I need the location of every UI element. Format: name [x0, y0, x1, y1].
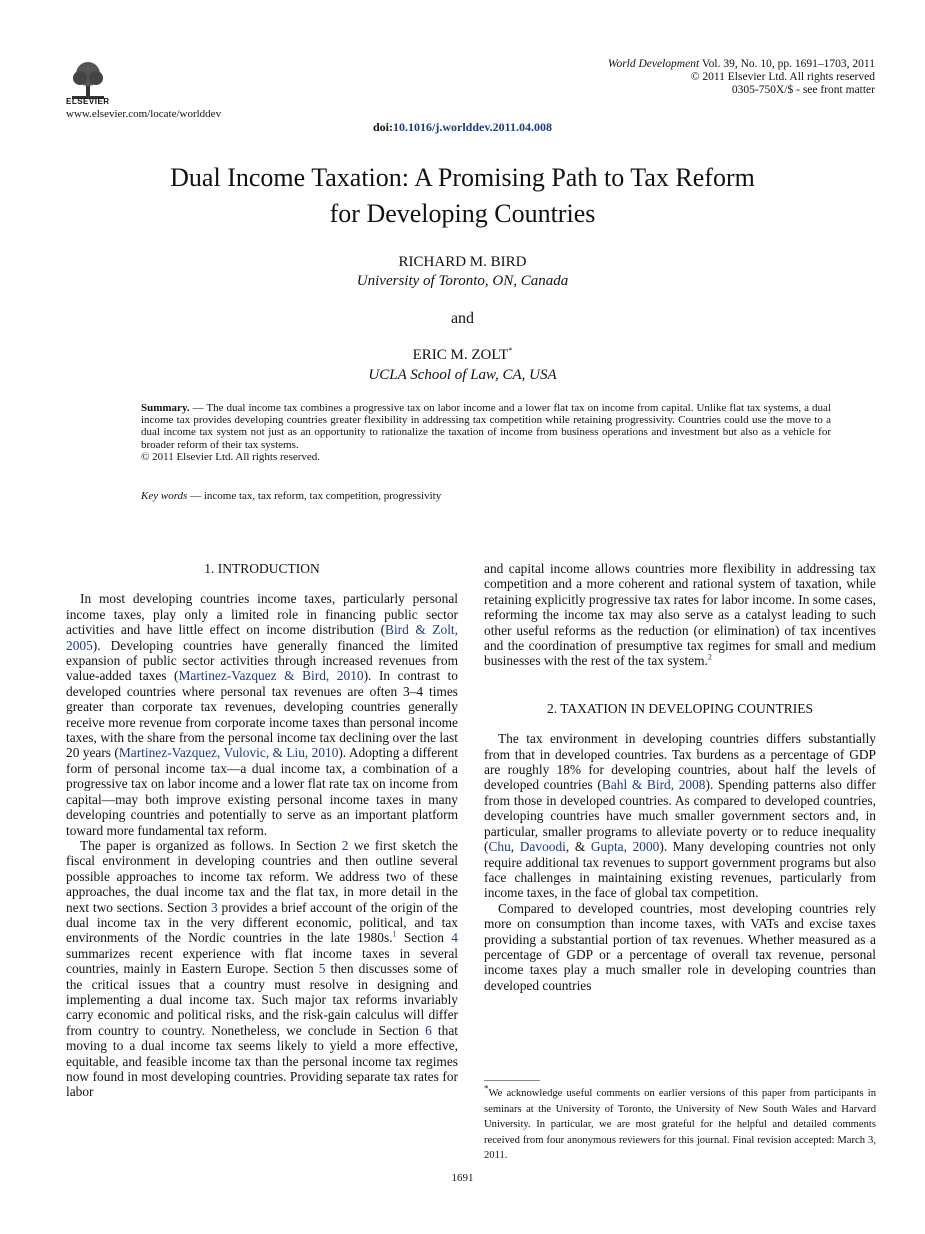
author-2-name: ERIC M. ZOLT	[412, 347, 509, 363]
keywords	[141, 490, 441, 502]
taxation-paragraph-2: Compared to developed countries, most developing countries rely more on consumption than income taxes, with VATs and excise taxes providing a substantial portion of tax revenues. Whether measured as a percentage of GDP or a percentage of overall tax revenue, personal income taxes play a much smaller role in developing countries than developed countries	[484, 900, 876, 993]
doi-link[interactable]: 10.1016/j.worlddev.2011.04.008	[393, 120, 553, 134]
footnote-divider	[484, 1080, 540, 1081]
author-2-footnote-mark[interactable]: *	[508, 346, 513, 355]
footnote-mark: *	[484, 1083, 489, 1094]
citation-link[interactable]: Chu	[488, 839, 511, 855]
page-number: 1691	[451, 1172, 474, 1184]
section-link[interactable]: 6	[425, 1022, 432, 1038]
left-column	[66, 561, 458, 1100]
journal-name: World Development	[607, 58, 700, 70]
doi-line	[0, 120, 925, 135]
author-2	[0, 347, 925, 364]
section-link[interactable]: 5	[318, 961, 326, 977]
affiliation-1: University of Toronto, ON, Canada	[356, 273, 569, 289]
summary-text: — The dual income tax combines a progressive tax on labor income and a lower flat tax on income from capital. Unlike flat tax systems, a dual income tax provides developing countries greater flexibility in addressing tax competition while retaining progressivity. Countries could use the move to a dual income tax system not just as an opportunity to rationalize the taxation of income from business operations and investment but also as a vehicle for broader reform of their tax systems.	[141, 402, 831, 451]
title-line-1: Dual Income Taxation: A Promising Path to Tax Reform	[170, 163, 755, 192]
title-line-2: for Developing Countries	[329, 199, 596, 228]
section-link[interactable]: 3	[211, 899, 218, 915]
keywords-text: — income tax, tax reform, tax competition, progressivity	[187, 490, 442, 502]
section-heading-taxation: 2. TAXATION IN DEVELOPING COUNTRIES	[546, 700, 814, 716]
citation-link[interactable]: Martinez-Vazquez, Vulovic, & Liu, 2010	[118, 745, 339, 761]
publisher-logo-text: ELSEVIER	[66, 97, 110, 106]
affiliation-2: UCLA School of Law, CA, USA	[368, 367, 557, 383]
intro-paragraph-continued: and capital income allows countries more flexibility in addressing tax competition and a more coherent and rational system of taxation, while retaining explicitly progressive tax rates for labor income. In some cases, reforming the income tax may also serve as a catalyst leading to such other useful reforms as the reduction (or elimination) of tax incentives and the coordination of presumptive tax regimes for small and medium businesses with the rest of the tax system.$^2$	[484, 561, 876, 669]
journal-info	[608, 58, 875, 97]
journal-volume: Vol. 39, No. 10, pp. 1691–1703, 2011	[699, 58, 875, 70]
keywords-label: Key words	[141, 490, 188, 502]
citation-link[interactable]: Martinez-Vazquez & Bird, 2010	[178, 668, 364, 684]
doi-label: doi:	[372, 120, 393, 134]
summary-label: Summary.	[141, 402, 190, 414]
right-column	[484, 561, 876, 993]
citation-link[interactable]: Bahl & Bird, 2008	[601, 777, 706, 793]
footnote-ref[interactable]: 2	[707, 652, 712, 662]
issn-line: 0305-750X/$ - see front matter	[731, 84, 875, 96]
section-link[interactable]: 2	[341, 837, 349, 853]
author-conjunction: and	[450, 310, 475, 327]
abstract	[141, 402, 831, 463]
section-link[interactable]: 4	[451, 930, 458, 946]
footnote	[484, 1083, 876, 1164]
footnote-text: We acknowledge useful comments on earlier versions of this paper from participants in seminars at the University of Toronto, the University of New South Wales and Harvard University. In particular, we are most grateful for the helpful and detailed comments received from four anonymous reviewers for this journal. Final revision accepted: March 3, 2011.	[484, 1088, 876, 1161]
footnote-ref[interactable]: 1	[392, 929, 397, 939]
intro-paragraph-1: In most developing countries income taxes, particularly personal income taxes, play only a limited role in financing public sector activities and have little effect on income distribution (Bird & Zolt, 2005). Developing countries have generally financed the limited expansion of public sector activities through increased revenues from value-added taxes (Martinez-Vazquez & Bird, 2010). In contrast to developed countries where personal tax revenues are often 3–4 times greater than corporate tax revenues, developing countries generally receive more revenue from corporate income taxes than personal income taxes, with the share from the personal income tax declining over the last 20 years (Martinez-Vazquez, Vulovic, & Liu, 2010). Adopting a different form of personal income tax—a dual income tax, a combination of a progressive tax on labor income and a lower flat rate tax on income from capital—may both improve existing personal income taxes in many developing countries and potentially to serve as an important platform toward more fundamental tax reform.	[66, 591, 458, 838]
site-url[interactable]: www.elsevier.com/locate/worlddev	[66, 108, 222, 120]
intro-paragraph-2: The paper is organized as follows. In Section 2 we first sketch the fiscal environment in developing countries and then outline several possible approaches to income tax reform. We address two of these approaches, the dual income tax and the flat tax, in more detail in the next two sections. Section 3 provides a brief account of the origin of the dual income tax in the very different economic, political, and tax environments of the Nordic countries in the late 1980s.$^1$ Section 4 summarizes recent experience with flat income taxes in several countries, mainly in Eastern Europe. Section 5 then discusses some of the critical issues that a country must resolve in designing and implementing a dual income tax. Such major tax reforms invariably carry economic and political risks, and the risk-gain calculus will differ from country to country. Nonetheless, we conclude in Section 6 that moving to a dual income tax seems likely to yield a more effective, equitable, and feasible income tax than the personal income tax regimes now found in most developing countries. Providing separate tax rates for labor	[66, 837, 458, 1100]
section-heading-introduction: 1. INTRODUCTION	[204, 561, 320, 576]
taxation-paragraph-1: The tax environment in developing countries differs substantially from that in developed countries. Tax burdens as a percentage of GDP are roughly 18% for developing countries, about half the levels of developed countries (Bahl & Bird, 2008). Spending patterns also differ from those in developed countries. As compared to developed countries, developing countries have much smaller government sectors and, in particular, smaller programs to alleviate poverty or to reduce inequality (Chu, Davoodi, & Gupta, 2000). Many developing countries not only require additional tax revenues to support government programs but also face challenges in maintaining existing revenues, particularly from income taxes, in the face of global tax competition.	[484, 731, 876, 901]
paper-title	[0, 160, 925, 232]
summary-copyright: © 2011 Elsevier Ltd. All rights reserved.	[141, 450, 321, 463]
citation-link[interactable]: Gupta, 2000	[590, 839, 660, 855]
copyright-line: © 2011 Elsevier Ltd. All rights reserved	[690, 71, 875, 83]
citation-link[interactable]: Davoodi	[519, 839, 566, 855]
citation-link[interactable]: Bird & Zolt, 2005	[66, 622, 458, 653]
author-1: RICHARD M. BIRD	[398, 254, 527, 270]
